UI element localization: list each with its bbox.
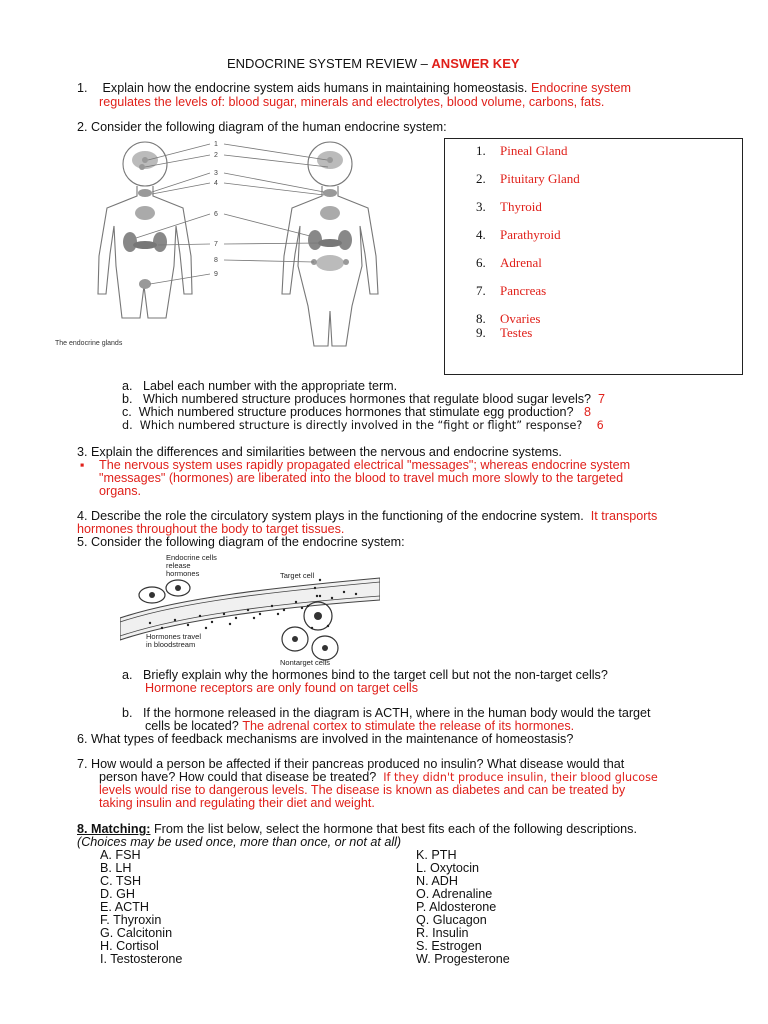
label-item <box>476 283 546 299</box>
q3-answer-line3: organs. <box>99 484 142 498</box>
figure-number-7: 7 <box>214 241 218 248</box>
male-pineal <box>142 157 148 163</box>
matching-right-3: O. Adrenaline <box>416 887 493 901</box>
figure-number-4: 4 <box>214 180 218 187</box>
q1-answer-b: regulates the levels of: blood sugar, minerals and electrolytes, blood volume, carbons, fats. <box>99 95 605 109</box>
sub-answer: The adrenal cortex to stimulate the release of its hormones. <box>242 719 575 733</box>
sub-text: Label each number with the appropriate term. <box>143 379 398 393</box>
q7-answer-1: If they didn't produce insulin, their blood glucose <box>383 771 658 784</box>
sub-letter: b. <box>122 392 133 406</box>
male-kidney-right <box>153 232 167 252</box>
cell-nucleus <box>292 636 298 642</box>
q1-text: Explain how the endocrine system aids humans in maintaining homeostasis. <box>102 81 528 95</box>
matching-left-7: H. Cortisol <box>100 939 159 953</box>
label-name: Parathyroid <box>500 227 561 242</box>
q3-answer-line2: "messages" (hormones) are liberated into the blood to travel much more slowly to the targeted <box>99 471 624 485</box>
leader-line-9 <box>150 274 210 284</box>
label-number: 6. <box>476 255 486 270</box>
sub-answer: 6 <box>596 419 604 432</box>
q2-sub-d <box>122 419 604 432</box>
label-target-cell: Target cell <box>280 571 315 580</box>
bloodstream-figure <box>120 548 380 668</box>
q4-answer-a: It transports <box>590 509 658 523</box>
male-pancreas <box>133 241 157 249</box>
cell-nucleus <box>175 585 181 591</box>
leader-line-3 <box>152 173 210 192</box>
label-release: release <box>166 561 191 570</box>
q3-bullet <box>80 459 84 472</box>
matching-right-2: N. ADH <box>416 874 458 888</box>
labels-answer-box <box>444 138 743 375</box>
label-number: 1. <box>476 143 486 158</box>
matching-right-4: P. Aldosterone <box>416 900 497 914</box>
sub-letter: b. <box>122 706 133 720</box>
matching-right-0: K. PTH <box>416 848 457 862</box>
matching-left-2: C. TSH <box>100 874 142 888</box>
label-number: 4. <box>476 227 486 242</box>
label-in-bloodstream: in bloodstream <box>146 640 196 649</box>
label-hormones: hormones <box>166 569 200 578</box>
q8-heading: 8. Matching: <box>77 822 151 836</box>
matching-left-4: E. ACTH <box>100 900 149 914</box>
sub-text: Which numbered structure produces hormones that stimulate egg production? <box>138 405 574 419</box>
q8-note: (Choices may be used once, more than once, or not at all) <box>77 835 402 849</box>
label-name: Testes <box>500 325 533 340</box>
q2-text: 2. Consider the following diagram of the human endocrine system: <box>77 120 447 134</box>
male-testes <box>139 279 151 289</box>
cell-nucleus <box>322 645 328 651</box>
q3-text: 3. Explain the differences and similarities between the nervous and endocrine systems. <box>77 445 562 459</box>
label-number: 7. <box>476 283 486 298</box>
matching-right-6: R. Insulin <box>416 926 469 940</box>
matching-right-8: W. Progesterone <box>416 952 510 966</box>
matching-left-0: A. FSH <box>100 848 141 862</box>
figure-number-6: 6 <box>214 211 218 218</box>
q3-answer-line1: The nervous system uses rapidly propagated electrical "messages"; whereas endocrine system <box>99 458 631 472</box>
female-pancreas <box>318 239 342 247</box>
male-thyroid <box>138 189 152 197</box>
q5-sub-a-answer: Hormone receptors are only found on target cells <box>145 681 419 695</box>
sub-letter: a. <box>122 379 133 393</box>
male-thymus <box>135 206 155 220</box>
cell-nucleus <box>314 612 322 620</box>
q4-answer-b: hormones throughout the body to target tissues. <box>77 522 345 536</box>
q7-line1: 7. How would a person be affected if their pancreas produced no insulin? What disease would that <box>77 757 625 771</box>
label-name: Ovaries <box>500 311 541 326</box>
female-kidney-left <box>308 230 322 250</box>
label-name: Pituitary Gland <box>500 171 580 186</box>
label-name: Pancreas <box>500 283 547 298</box>
sub-text: If the hormone released in the diagram is ACTH, where in the human body would the target <box>143 706 651 720</box>
leader-line-6b <box>224 214 310 236</box>
label-item <box>476 143 568 159</box>
leader-line-4 <box>152 183 210 194</box>
label-name: Adrenal <box>500 255 542 270</box>
sub-answer: 7 <box>598 392 606 406</box>
male-pituitary <box>139 164 145 170</box>
female-pineal <box>327 157 333 163</box>
label-item <box>476 255 542 271</box>
sub-text: Which numbered structure produces hormones that regulate blood sugar levels? <box>143 392 592 406</box>
q7-text: person have? How could that disease be treated? <box>99 770 377 784</box>
q1-number: 1. <box>77 81 88 95</box>
title-text: ENDOCRINE SYSTEM REVIEW – <box>227 56 432 71</box>
sub-letter: a. <box>122 668 133 682</box>
q6-text: 6. What types of feedback mechanisms are involved in the maintenance of homeostasis? <box>77 732 574 746</box>
matching-right-7: S. Estrogen <box>416 939 482 953</box>
q1-answer-a: Endocrine system <box>530 81 632 95</box>
label-number: 9. <box>476 325 486 340</box>
matching-right-1: L. Oxytocin <box>416 861 479 875</box>
label-item <box>476 171 580 187</box>
male-kidney-left <box>123 232 137 252</box>
page-title <box>227 56 520 71</box>
female-kidney-right <box>338 230 352 250</box>
matching-left-5: F. Thyroxin <box>100 913 162 927</box>
figure-number-2: 2 <box>214 152 218 159</box>
leader-line-7b <box>224 243 320 244</box>
q5-text: 5. Consider the following diagram of the endocrine system: <box>77 535 405 549</box>
sub-text: cells be located? <box>145 719 239 733</box>
label-number: 2. <box>476 171 486 186</box>
matching-left-3: D. GH <box>100 887 135 901</box>
endocrine-glands-figure <box>52 136 382 352</box>
figure-number-1: 1 <box>214 141 218 148</box>
label-name: Thyroid <box>500 199 542 214</box>
label-name: Pineal Gland <box>500 143 568 158</box>
label-number: 8. <box>476 311 486 326</box>
figure-number-8: 8 <box>214 257 218 264</box>
q7-answer-2: levels would rise to dangerous levels. The disease is known as diabetes and can be treated by <box>99 783 626 797</box>
q7-answer-3: taking insulin and regulating their diet and weight. <box>99 796 375 810</box>
figure-number-3: 3 <box>214 170 218 177</box>
matching-right-5: Q. Glucagon <box>416 913 487 927</box>
figure-number-9: 9 <box>214 271 218 278</box>
label-item <box>476 325 532 341</box>
female-thymus <box>320 206 340 220</box>
bullet-icon: ▪ <box>80 458 85 472</box>
label-nontarget-cells: Nontarget cells <box>280 658 331 667</box>
matching-left-1: B. LH <box>100 861 132 875</box>
female-ovary-right <box>343 259 349 265</box>
label-number: 3. <box>476 199 486 214</box>
leader-line-8b <box>224 260 314 262</box>
q4-text: 4. Describe the role the circulatory system plays in the functioning of the endocrine system. <box>77 509 584 523</box>
sub-answer: 8 <box>584 405 592 419</box>
leader-line-2b <box>224 155 328 167</box>
label-item <box>476 199 542 215</box>
sub-text: Which numbered structure is directly involved in the “fight or flight” response? <box>139 419 583 432</box>
figure-caption: The endocrine glands <box>55 340 123 347</box>
label-endocrine-cells: Endocrine cells <box>166 553 217 562</box>
sub-letter: d. <box>122 419 133 432</box>
matching-left-8: I. Testosterone <box>100 952 183 966</box>
female-thyroid <box>323 189 337 197</box>
female-uterus <box>316 255 344 271</box>
answer-key-label: ANSWER KEY <box>431 56 520 71</box>
q8-text: From the list below, select the hormone that best fits each of the following descriptions. <box>150 822 637 836</box>
label-item <box>476 227 561 243</box>
q2-sub-c <box>122 406 591 419</box>
sub-text: Briefly explain why the hormones bind to the target cell but not the non-target cells? <box>143 668 608 682</box>
sub-letter: c. <box>122 405 132 419</box>
label-hormones-travel: Hormones travel <box>146 632 202 641</box>
q1-line1 <box>77 82 631 95</box>
male-torso <box>98 186 192 318</box>
cell-nucleus <box>149 592 155 598</box>
matching-left-6: G. Calcitonin <box>100 926 173 940</box>
